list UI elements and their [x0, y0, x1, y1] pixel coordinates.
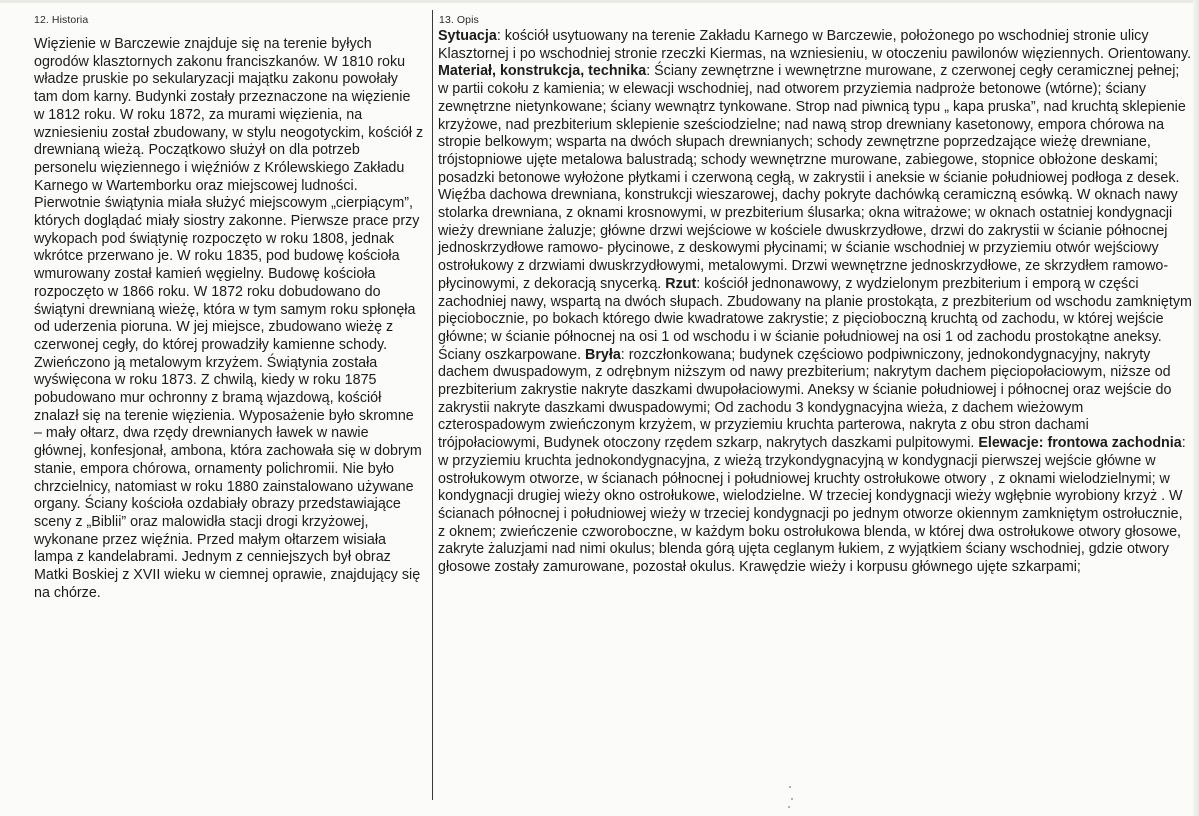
history-column	[0, 0, 432, 816]
label-elewacje: Elewacje: frontowa zachodnia	[978, 435, 1182, 452]
scan-speck	[791, 798, 793, 800]
description-heading: 13. Opis	[439, 14, 479, 26]
text-sytuacja: : kościół usytuowany na terenie Zakładu Karnego w Barczewie, położonego po wschodniej stronie ulicy Klasztornej i po wschodniej stronie rzeczki Kiermas, na wzniesieniu, w otoczeniu pawilonów więziennych. Orientowany.	[438, 28, 1192, 62]
text-material: : Ściany zewnętrzne i wewnętrzne murowane, z czerwonej cegły ceramicznej pełnej; w partii cokołu z kamienia; w elewacji wschodniej, nad otworem przyziemia nadproże betonowe (wtórne); ściany zewnętrzne nietynkowane; ściany wewnątrz tynkowane. Strop nad piwnicą typu „ kapa pruska”, nad kruchtą sklepienie krzyżowe, nad prezbiterium sklepienie sześciodzielne; nad nawą strop drewniany kasetonowy, empora chórowa na stropie belkowym; wsparta na dwóch słupach drewnianych; schody zewnętrzne poprzedzające wieżę drewniane, trójstopniowe ujęte metalowa balustradą; schody wewnętrzne murowane, zabiegowe, stopnice obłożone deskami; posadzki betonowe wyłożone płytkami i czerwoną cegłą, w zakrystii i aneksie w ścianie południowej podłoga z desek. Więźba dachowa drewniana, konstrukcji wieszarowej, dachy pokryte dachówką ceramiczną esówką. W oknach nawy stolarka drewniana, z oknami krosnowymi, w prezbiterium ślusarka; okna witrażowe; w oknach ostatniej kondygnacji wieży drewniane żaluzje; główne drzwi wejściowe w kościele dwuskrzydłowe, drzwi do zakrystii w ścianie północnej jednoskrzydłowe ramowo- płycinowe, z deskowymi płycinami; w ścianie wschodniej w przyziemiu otwór wejściowy ostrołukowy z drzwiami dwuskrzydłowymi, metalowymi. Drzwi wewnętrzne jednoskrzydłowe, ze skrzydłem ramowo- płycinowymi, z dekoracją snycerką.	[438, 63, 1186, 292]
history-heading: 12. Historia	[34, 14, 89, 26]
label-material: Materiał, konstrukcja, technika	[438, 63, 647, 80]
label-rzut: Rzut	[665, 275, 697, 292]
text-rzut: : kościół jednonawowy, z wydzielonym prezbiterium i emporą w części zachodniej nawy, wspartą na dwóch słupach. Zbudowany na planie prostokąta, z prezbiterium od wschodu zamkniętym pięciobocznie, po bokach którego dwie kwadratowe zakrystie; z pięcioboczną kruchtą od zachodu, w której wejście główne; w ścianie północnej na osi 1 od wschodu i w ścianie południowej na osi 1 od zachodu prostokątne aneksy. Ściany oszkarpowane.	[438, 275, 1192, 363]
scan-speck	[789, 786, 791, 788]
scan-speck	[788, 806, 790, 808]
text-elewacje: : w przyziemiu kruchta jednokondygnacyjna, z wieżą trzykondygnacyjną w kondygnacji pierwszej wejście główne w ostrołukowym otworze, w ścianach północnej i południowej kruchty ostrołukowe otwory , z oknami wielodzielnymi; w kondygnacji drugiej wieży okno ostrołukowe, wielodzielne. W trzeciej kondygnacji wieży wgłębnie wyrobiony krzyż . W ścianach północnej i południowej wieży w trzeciej kondygnacji po jednym otworze okiennym zamkniętym ostrołucznie, z oknem; zwieńczenie czworoboczne, w każdym boku ostrołukowa blenda, w której dwa ostrołukowe otwory głosowe, zakryte żaluzjami nad nimi okulus; blenda górą ujęta ceglanym łukiem, z wyjątkiem ściany wschodniej, gdzie otwory głosowe zostały zamurowane, pozostał okulus. Krawędzie wieży i korpusu głównego ujęte szkarpami;	[438, 435, 1186, 576]
description-column	[432, 0, 1199, 816]
label-bryla: Bryła	[585, 346, 621, 363]
description-text	[438, 28, 1193, 577]
label-sytuacja: Sytuacja	[438, 28, 497, 44]
history-text: Więzienie w Barczewie znajduje się na terenie byłych ogrodów klasztornych zakonu franciszkanów. W 1810 roku władze pruskie po sekularyzacji majątku zakonu powołały tam dom karny. Budynki zostały przeznaczone na więzienie w 1812 roku. W roku 1872, za murami więzienia, na wzniesieniu został zbudowany, w stylu neogotyckim, kościół z drewnianą wieżą. Początkowo służył on dla potrzeb personelu więziennego i więźniów z Królewskiego Zakładu Karnego w Wartemborku oraz miejscowej ludności. Pierwotnie świątynia miała służyć miejscowym „cierpiącym”, których doglądać miały siostry zakonne. Pierwsze prace przy wykopach pod świątynię rozpoczęto w roku 1808, jednak wkrótce przerwano je. W roku 1835, pod budowę kościoła wmurowany został kamień węgielny. Budowę kościoła rozpoczęto w 1866 roku. W 1872 roku dobudowano do świątyni drewnianą wieżę, która w tym samym roku spłonęła od uderzenia pioruna. W jej miejsce, zbudowano wieżę z czerwonej cegły, do której prowadziły kamienne schody. Zwieńczono ją metalowym krzyżem. Świątynia została wyświęcona w roku 1873. Z chwilą, kiedy w roku 1875 pobudowano mur ochronny z bramą wjazdową, kościół znalazł się na terenie więzienia. Wyposażenie było skromne – mały ołtarz, dwa rzędy drewnianych ławek w nawie głównej, konfesjonał, ambona, która zachowała się w dobrym stanie, empora chórowa, ornamenty polichromii. Nie było chrzcielnicy, natomiast w roku 1880 zainstalowano używane organy. Ściany kościoła ozdabiały obrazy przedstawiające sceny z „Biblii” oraz malowidła stacji drogi krzyżowej, wykonane przez więźnia. Przed małym ołtarzem wisiała lampa z kandelabrami. Jednym z cenniejszych był obraz Matki Boskiej z XVII wieku w ciemnej oprawie, znajdujący się na chórze.	[34, 36, 424, 601]
text-bryla: : rozczłonkowana; budynek częściowo podpiwniczony, jednokondygnacyjny, nakryty dachem dwuspadowym, z odrębnym niższym od nawy prezbiterium; nakrytym dachem pięciopołaciowym, niższe od prezbiterium zakrystie nakryte daszkami dwupołaciowymi. Aneksy w ścianie południowej i północnej oraz wejście do zakrystii nakryte daszkami dwuspadowymi; Od zachodu 3 kondygnacyjna wieża, z dachem wieżowym czterospadowym zwieńczonym krzyżem, w przyziemiu kruchta parterowa, nakryta z obu stron dachami trójpołaciowymi, Budynek otoczony rzędem szkarp, nakrytych daszkami pulpitowymi.	[438, 346, 1172, 452]
